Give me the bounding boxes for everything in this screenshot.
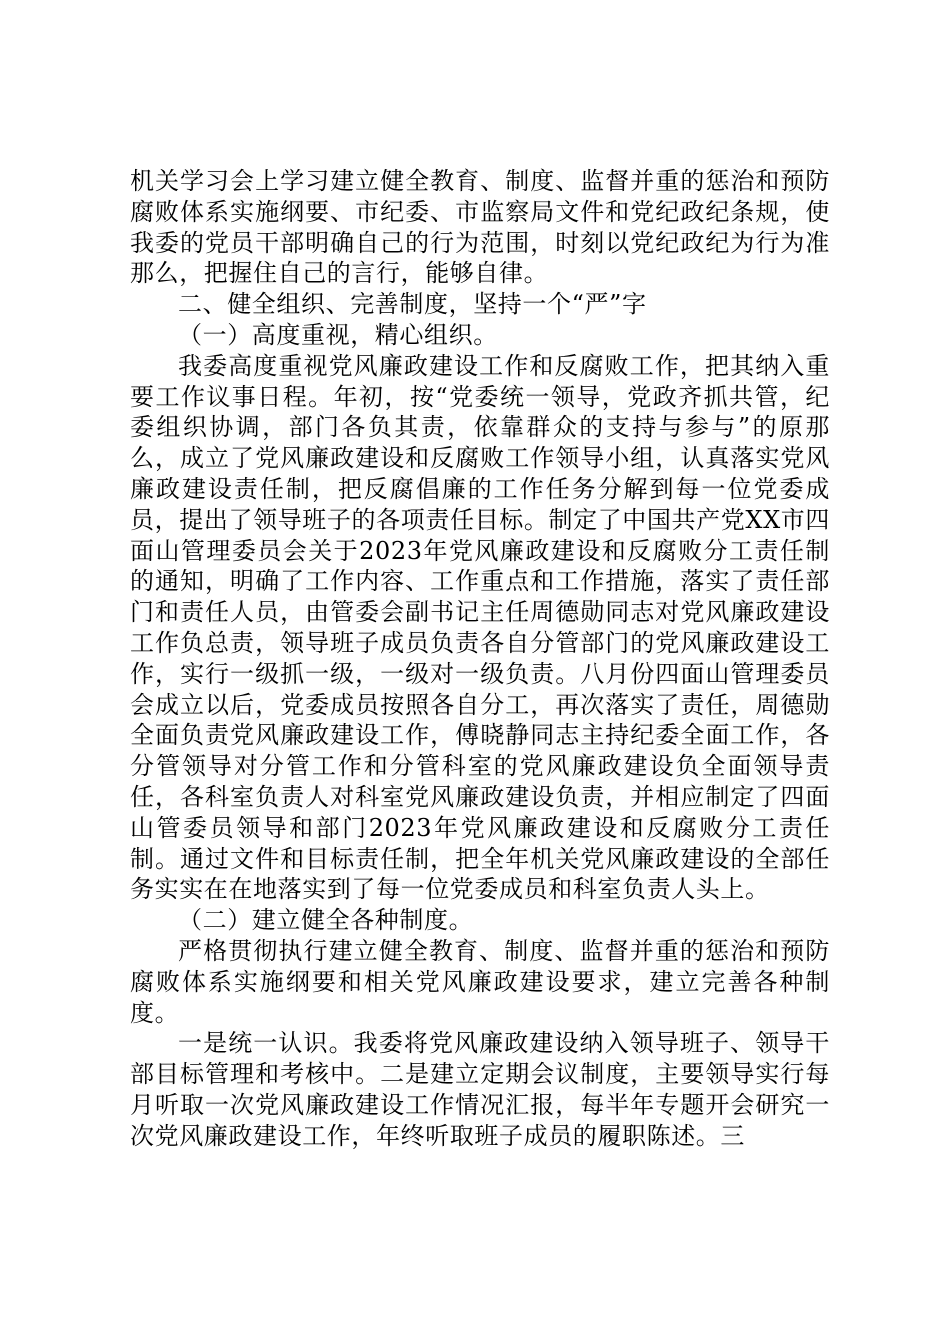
document-body (130, 166, 830, 1152)
section-heading: 二、健全组织、完善制度，坚持一个“严”字 (178, 290, 647, 319)
subsection-heading-2: （二）建立健全各种制度。 (178, 906, 474, 935)
paragraph-continuation: 机关学习会上学习建立健全教育、制度、监督并重的惩治和预防腐败体系实施纲要、市纪委、市监察局文件和党纪政纪条规，使我委的党员干部明确自己的行为范围，时刻以党纪政纪为行为准那么，把握住自己的言行，能够自律。 (130, 167, 830, 288)
paragraph-body-1: 我委高度重视党风廉政建设工作和反腐败工作，把其纳入重要工作议事日程。年初，按“党委统一领导，党政齐抓共管，纪委组织协调，部门各负其责，依靠群众的支持与参与”的原那么，成立了党风廉政建设和反腐败工作领导小组，认真落实党风廉政建设责任制，把反腐倡廉的工作任务分解到每一位党委成员，提出了领导班子的各项责任目标。制定了中国共产党XX市四面山管理委员会关于2023年党风廉政建设和反腐败分工责任制的通知，明确了工作内容、工作重点和工作措施，落实了责任部门和责任人员，由管委会副书记主任周德勋同志对党风廉政建设工作负总责，领导班子成员负责各自分管部门的党风廉政建设工作，实行一级抓一级，一级对一级负责。八月份四面山管理委员会成立以后，党委成员按照各自分工，再次落实了责任，周德勋全面负责党风廉政建设工作，傅晓静同志主持纪委全面工作，各分管领导对分管工作和分管科室的党风廉政建设负全面领导责任，各科室负责人对科室党风廉政建设负责，并相应制定了四面山管委员领导和部门2023年党风廉政建设和反腐败分工责任制。通过文件和目标责任制，把全年机关党风廉政建设的全部任务实实在在地落实到了每一位党委成员和科室负责人头上。 (130, 351, 830, 904)
subsection-heading-1: （一）高度重视，精心组织。 (178, 320, 498, 349)
paragraph-body-3: 一是统一认识。我委将党风廉政建设纳入领导班子、领导干部目标管理和考核中。二是建立定期会议制度，主要领导实行每月听取一次党风廉政建设工作情况汇报，每半年专题开会研究一次党风廉政建设工作，年终听取班子成员的履职陈述。三 (130, 1029, 830, 1150)
paragraph-body-2: 严格贯彻执行建立健全教育、制度、监督并重的惩治和预防腐败体系实施纲要和相关党风廉政建设要求，建立完善各种制度。 (130, 936, 830, 1027)
